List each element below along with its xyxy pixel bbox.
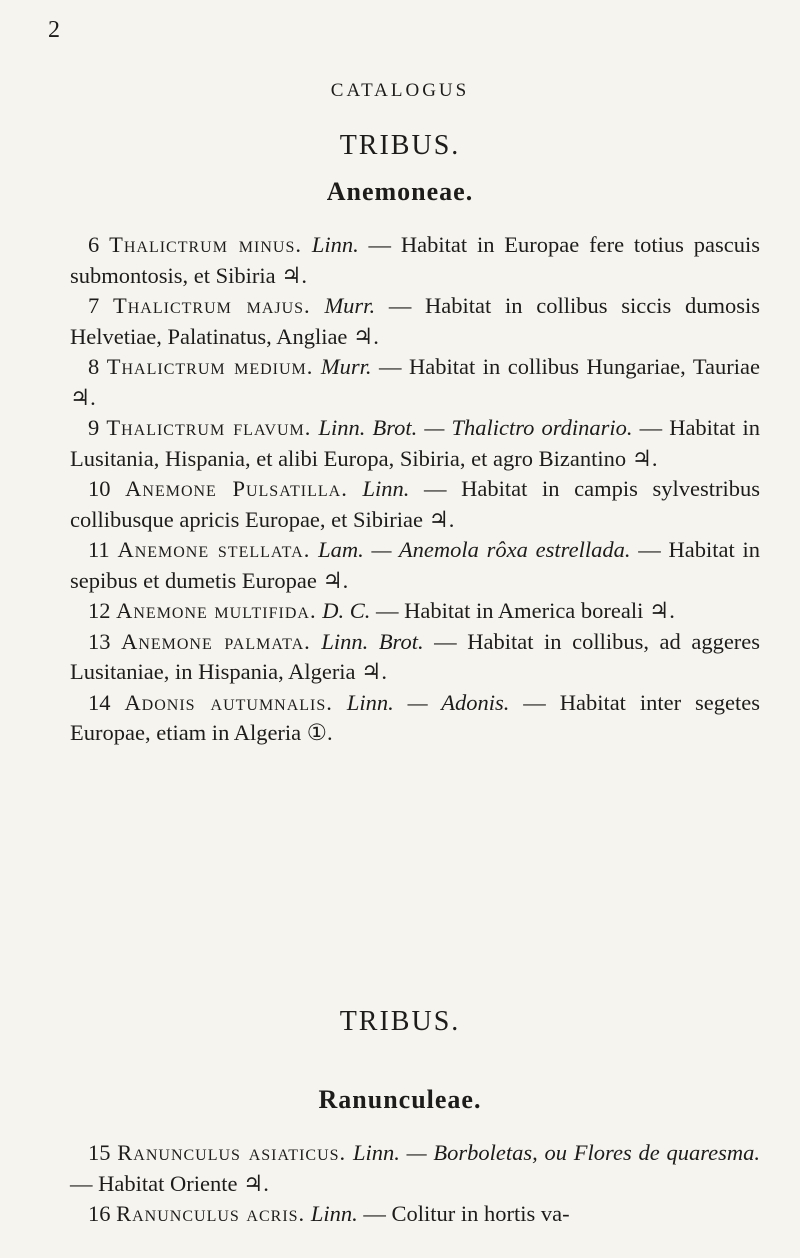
life-form-symbol: ♃.: [428, 506, 455, 532]
species-name: Anemone palmata.: [121, 628, 311, 654]
entry-list: [70, 230, 760, 749]
life-form-symbol: ♃.: [322, 567, 349, 593]
authority: Linn. Brot.: [318, 415, 418, 440]
entry-number: 8: [88, 354, 100, 379]
species-name: Thalictrum flavum.: [106, 415, 312, 440]
entry-number: 15: [88, 1140, 111, 1165]
species-entry: [70, 596, 760, 627]
species-name: Ranunculus acris.: [116, 1201, 306, 1226]
species-name: Anemone multifida.: [116, 598, 317, 623]
authority: Linn. Brot.: [321, 628, 424, 654]
entry-number: 14: [88, 689, 111, 715]
authority: Lam.: [318, 537, 364, 562]
entry-number: 6: [88, 232, 100, 257]
entry-number: 12: [88, 598, 111, 623]
habitat-text: — Habitat in Lusitania, Hispania, et alibi Europa, Sibiria, et agro Bizantino: [70, 415, 761, 471]
vernacular-synonym: — Thalictro ordinario.: [417, 415, 633, 440]
entry-number: 16: [88, 1201, 111, 1226]
entry-number: 13: [88, 628, 111, 654]
life-form-symbol: ♃.: [243, 1170, 269, 1196]
species-name: Thalictrum majus.: [113, 293, 311, 318]
species-name: Anemone stellata.: [117, 537, 311, 562]
life-form-symbol: ♃.: [281, 262, 308, 288]
family-heading: Ranunculeae.: [318, 1085, 482, 1114]
vernacular-synonym: — Borboletas, ou Flores de quaresma.: [399, 1140, 761, 1165]
habitat-text: — Habitat in collibus, ad aggeres Lusitaniae, in Hispania, Algeria: [70, 628, 761, 684]
entry-list: [70, 1138, 760, 1230]
entry-number: 10: [88, 476, 111, 501]
family-heading: Anemoneae.: [326, 177, 474, 206]
species-entry: [70, 291, 760, 352]
habitat-text: — Habitat in collibus siccis dumosis Helvetiae, Palatinatus, Angliae: [70, 293, 761, 349]
authority: Murr.: [324, 293, 376, 318]
entry-number: 11: [88, 537, 110, 562]
authority: Linn.: [310, 1201, 358, 1226]
species-entry: [70, 1199, 760, 1230]
authority: D. C.: [322, 598, 371, 623]
tribe-heading: TRIBUS.: [339, 130, 461, 161]
habitat-text: — Habitat in Europae fere totius pascuis submontosis, et Sibiria: [70, 232, 760, 288]
species-name: Anemone Pulsatilla.: [125, 476, 348, 501]
habitat-text: — Colitur in hortis va-: [357, 1201, 570, 1226]
life-form-symbol: ♃.: [631, 445, 658, 471]
life-form-symbol: ①.: [306, 720, 333, 745]
life-form-symbol: ♃.: [649, 598, 675, 623]
habitat-text: — Habitat in collibus Hungariae, Tauriae: [371, 354, 760, 379]
species-name: Adonis autumnalis.: [124, 689, 333, 715]
species-name: Thalictrum medium.: [106, 354, 314, 379]
habitat-text: — Habitat Oriente: [70, 1170, 238, 1196]
life-form-symbol: ♃.: [70, 384, 96, 410]
species-entry: [70, 688, 760, 749]
species-entry: [70, 474, 760, 535]
species-name: Ranunculus asiaticus.: [117, 1140, 347, 1165]
authority: Murr.: [320, 354, 372, 379]
life-form-symbol: ♃.: [353, 323, 379, 349]
species-entry: [70, 413, 760, 474]
authority: Linn.: [346, 689, 394, 715]
running-head: CATALOGUS: [330, 80, 470, 101]
authority: Linn.: [352, 1140, 400, 1165]
species-entry: [70, 1138, 760, 1199]
species-entry: [70, 627, 760, 688]
entry-number: 7: [88, 293, 100, 318]
vernacular-synonym: — Anemola rôxa estrellada.: [363, 537, 631, 562]
species-entry: [70, 230, 760, 291]
habitat-text: — Habitat in campis sylvestribus collibusque apricis Europae, et Sibiriae: [70, 476, 761, 532]
authority: Linn.: [311, 232, 359, 257]
species-name: Thalictrum minus.: [109, 232, 302, 257]
entry-number: 9: [88, 415, 100, 440]
species-entry: [70, 352, 760, 413]
life-form-symbol: ♃.: [361, 659, 387, 684]
authority: Linn.: [362, 476, 410, 501]
habitat-text: — Habitat in America boreali: [370, 598, 644, 623]
tribe-heading: TRIBUS.: [339, 1006, 461, 1037]
habitat-text: — Habitat inter segetes Europae, etiam in Algeria: [70, 689, 761, 745]
species-entry: [70, 535, 760, 596]
page-number: 2: [48, 17, 60, 43]
habitat-text: — Habitat in sepibus et dumetis Europae: [70, 537, 761, 593]
vernacular-synonym: — Adonis.: [393, 689, 510, 715]
